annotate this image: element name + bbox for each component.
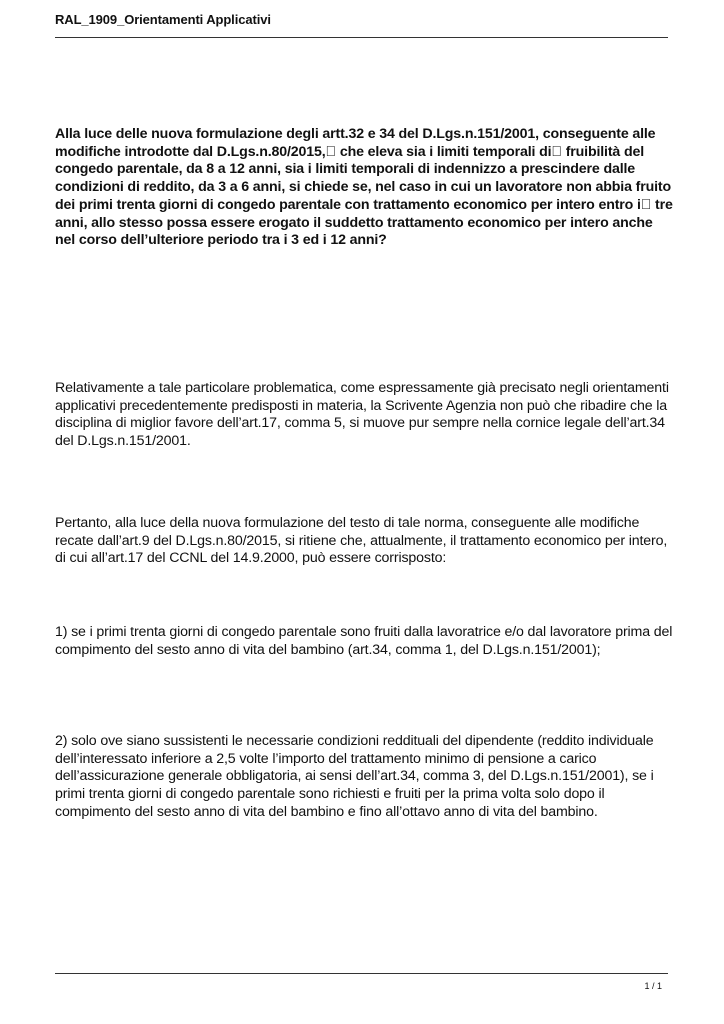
answer-list-item-2: 2) solo ove siano sussistenti le necessarie condizioni reddituali del dipendente (reddito individuale dell’interessato inferiore a 2,5 volte l’importo del trattamento minimo di pensione a carico dell’assicurazione generale obbligatoria, ai sensi dell’art.34, comma 3, del D.Lgs.n.151/2001), se i primi trenta giorni di congedo parentale sono richiesti e fruiti per la prima volta solo dopo il compimento del sesto anno di vita del bambino e fino all’ottavo anno di vita del bambino. <box>55 733 654 820</box>
page-number: 1 / 1 <box>644 981 662 991</box>
document-title: RAL_1909_Orientamenti Applicativi <box>55 12 271 27</box>
header-divider <box>55 37 668 38</box>
footer-divider <box>55 973 668 974</box>
page-footer <box>55 973 668 991</box>
question-paragraph: Alla luce delle nuova formulazione degli artt.32 e 34 del D.Lgs.n.151/2001, conseguente alle modifiche introdotte dal D.Lgs.n.80/2015,  che eleva sia i limiti temporali di  fruibilità del congedo parentale, da 8 a 12 anni, sia i limiti temporali di indennizzo a prescindere dalle condizioni di reddito, da 3 a 6 anni, si chiede se, nel caso in cui un lavoratore non abbia fruito dei primi trenta giorni di congedo parentale con trattamento economico per intero entro i  tre anni, allo stesso possa essere erogato il suddetto trattamento economico per intero anche nel corso dell’ulteriore periodo tra i 3 ed i 12 anni? <box>55 126 673 249</box>
answer-paragraph-1: Relativamente a tale particolare problematica, come espressamente già precisato negli orientamenti applicativi precedentemente predisposti in materia, la Scrivente Agenzia non può che ribadire che la disciplina di miglior favore dell’art.17, comma 5, si muove pur sempre nella cornice legale dell’art.34 del D.Lgs.n.151/2001. <box>55 380 669 450</box>
answer-list-item-1: 1) se i primi trenta giorni di congedo parentale sono fruiti dalla lavoratrice e/o dal lavoratore prima del compimento del sesto anno di vita del bambino (art.34, comma 1, del D.Lgs.n.151/2001); <box>55 624 673 658</box>
answer-paragraph-2: Pertanto, alla luce della nuova formulazione del testo di tale norma, conseguente alle modifiche recate dall’art.9 del D.Lgs.n.80/2015, si ritiene che, attualmente, il trattamento economico per intero, di cui all’art.17 del CCNL del 14.9.2000, può essere corrisposto: <box>55 515 668 567</box>
page-header <box>55 12 668 28</box>
